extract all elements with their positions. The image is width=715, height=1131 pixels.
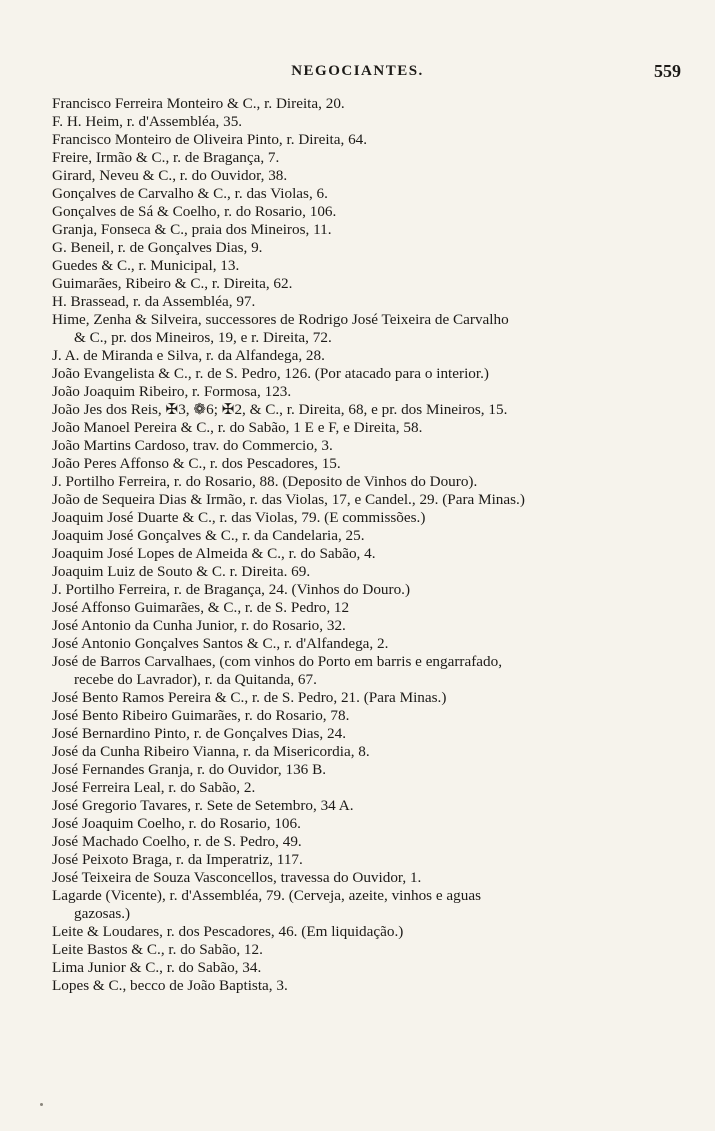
merchant-entry-text: José Bento Ribeiro Guimarães, r. do Rosario, 78. [52, 707, 350, 724]
merchant-entry-text: Leite Bastos & C., r. do Sabão, 12. [52, 941, 263, 958]
merchant-entry [52, 563, 688, 581]
merchant-entry-text: Guedes & C., r. Municipal, 13. [52, 257, 240, 274]
merchant-entry [52, 653, 688, 689]
merchant-entry-continuation: gazosas.) [74, 905, 131, 922]
merchant-entry-text: Joaquim José Duarte & C., r. das Violas, 79. (E commissões.) [52, 509, 426, 526]
merchant-entry-text: Guimarães, Ribeiro & C., r. Direita, 62. [52, 275, 293, 292]
merchant-entry [52, 617, 688, 635]
merchant-entry-text: Joaquim José Lopes de Almeida & C., r. do Sabão, 4. [52, 545, 376, 562]
merchant-entry-text: Gonçalves de Sá & Coelho, r. do Rosario, 106. [52, 203, 337, 220]
merchant-entry [52, 869, 688, 887]
merchant-entry [52, 383, 688, 401]
merchant-entry [52, 221, 688, 239]
merchant-entry-text: G. Beneil, r. de Gonçalves Dias, 9. [52, 239, 263, 256]
merchant-entry [52, 599, 688, 617]
merchant-entry-continuation: recebe do Lavrador), r. da Quitanda, 67. [74, 671, 317, 688]
merchant-entry [52, 635, 688, 653]
merchant-entry-text: Girard, Neveu & C., r. do Ouvidor, 38. [52, 167, 288, 184]
page-header [0, 63, 715, 85]
merchant-entry [52, 275, 688, 293]
merchant-entry-text: João Manoel Pereira & C., r. do Sabão, 1 E e F, e Direita, 58. [52, 419, 423, 436]
merchant-entry [52, 707, 688, 725]
merchant-entry [52, 167, 688, 185]
merchant-entry-text: José Fernandes Granja, r. do Ouvidor, 136 B. [52, 761, 326, 778]
merchant-entry [52, 149, 688, 167]
merchant-entry-text: José Machado Coelho, r. de S. Pedro, 49. [52, 833, 302, 850]
merchant-entry [52, 815, 688, 833]
merchant-entry-text: Lima Junior & C., r. do Sabão, 34. [52, 959, 262, 976]
merchant-entry-text: Freire, Irmão & C., r. de Bragança, 7. [52, 149, 280, 166]
merchant-entry [52, 95, 688, 113]
merchant-entry [52, 797, 688, 815]
merchant-entry-text: J. A. de Miranda e Silva, r. da Alfandega, 28. [52, 347, 325, 364]
merchant-entry-text: José Gregorio Tavares, r. Sete de Setembro, 34 A. [52, 797, 354, 814]
merchant-entry [52, 419, 688, 437]
merchant-entry-text: João Martins Cardoso, trav. do Commercio, 3. [52, 437, 333, 454]
merchant-entry-text: José da Cunha Ribeiro Vianna, r. da Misericordia, 8. [52, 743, 370, 760]
merchant-entry [52, 509, 688, 527]
merchant-entry [52, 545, 688, 563]
merchant-entry [52, 761, 688, 779]
merchant-entry-text: J. Portilho Ferreira, r. de Bragança, 24. (Vinhos do Douro.) [52, 581, 411, 598]
merchant-entry-text: João Evangelista & C., r. de S. Pedro, 126. (Por atacado para o interior.) [52, 365, 489, 382]
merchant-entry-continuation: & C., pr. dos Mineiros, 19, e r. Direita, 72. [74, 329, 332, 346]
merchant-entry [52, 887, 688, 923]
merchant-entry [52, 473, 688, 491]
merchant-entry [52, 851, 688, 869]
merchant-entry [52, 743, 688, 761]
merchant-entry-text: José Antonio Gonçalves Santos & C., r. d'Alfandega, 2. [52, 635, 389, 652]
merchant-entry-text: Lopes & C., becco de João Baptista, 3. [52, 977, 288, 994]
merchant-entry-text: José Bernardino Pinto, r. de Gonçalves Dias, 24. [52, 725, 346, 742]
merchant-entry-text: Francisco Ferreira Monteiro & C., r. Direita, 20. [52, 95, 345, 112]
merchant-entry-text: José Teixeira de Souza Vasconcellos, travessa do Ouvidor, 1. [52, 869, 422, 886]
merchant-entry-text: José Peixoto Braga, r. da Imperatriz, 117. [52, 851, 303, 868]
merchant-entry-text: Francisco Monteiro de Oliveira Pinto, r. Direita, 64. [52, 131, 368, 148]
merchant-entry [52, 833, 688, 851]
merchant-entry [52, 977, 688, 995]
merchant-entry [52, 437, 688, 455]
merchant-entry-text: João de Sequeira Dias & Irmão, r. das Violas, 17, e Candel., 29. (Para Minas.) [52, 491, 525, 508]
merchant-entry [52, 185, 688, 203]
merchant-entry [52, 113, 688, 131]
merchant-entry-text: Joaquim Luiz de Souto & C. r. Direita. 69. [52, 563, 311, 580]
merchant-entry [52, 455, 688, 473]
merchant-entry [52, 293, 688, 311]
merchant-entry [52, 581, 688, 599]
merchant-entry [52, 491, 688, 509]
merchant-entry [52, 203, 688, 221]
merchant-entry-text: José Affonso Guimarães, & C., r. de S. Pedro, 12 [52, 599, 350, 616]
merchant-entry [52, 941, 688, 959]
merchant-entry-text: João Joaquim Ribeiro, r. Formosa, 123. [52, 383, 292, 400]
merchant-entry [52, 401, 688, 419]
section-title: NEGOCIANTES. [291, 63, 424, 79]
merchant-entry [52, 365, 688, 383]
merchant-entry [52, 311, 688, 347]
merchant-entry-text: José Antonio da Cunha Junior, r. do Rosario, 32. [52, 617, 346, 634]
merchant-entry-text: F. H. Heim, r. d'Assembléa, 35. [52, 113, 243, 130]
page-speck [40, 1103, 43, 1106]
merchant-entry-text: João Peres Affonso & C., r. dos Pescadores, 15. [52, 455, 341, 472]
page-number: 559 [654, 61, 681, 81]
merchant-entry [52, 779, 688, 797]
merchant-entry [52, 959, 688, 977]
merchant-entry-text: José Bento Ramos Pereira & C., r. de S. Pedro, 21. (Para Minas.) [52, 689, 447, 706]
merchant-entry [52, 347, 688, 365]
merchant-entry-text: Lagarde (Vicente), r. d'Assembléa, 79. (Cerveja, azeite, vinhos e aguas [52, 887, 482, 904]
merchant-entry-text: Hime, Zenha & Silveira, successores de Rodrigo José Teixeira de Carvalho [52, 311, 509, 328]
merchant-entry [52, 689, 688, 707]
merchant-entry [52, 725, 688, 743]
merchant-entry [52, 923, 688, 941]
merchant-entry-text: José de Barros Carvalhaes, (com vinhos do Porto em barris e engarrafado, [52, 653, 503, 670]
merchant-entry-text: José Ferreira Leal, r. do Sabão, 2. [52, 779, 256, 796]
merchant-list [52, 95, 688, 995]
merchant-entry [52, 527, 688, 545]
merchant-entry [52, 239, 688, 257]
merchant-entry [52, 131, 688, 149]
merchant-entry-text: Gonçalves de Carvalho & C., r. das Violas, 6. [52, 185, 328, 202]
merchant-entry-text: H. Brassead, r. da Assembléa, 97. [52, 293, 256, 310]
merchant-entry-text: José Joaquim Coelho, r. do Rosario, 106. [52, 815, 301, 832]
merchant-entry [52, 257, 688, 275]
merchant-entry-text: J. Portilho Ferreira, r. do Rosario, 88. (Deposito de Vinhos do Douro). [52, 473, 478, 490]
merchant-entry-text: Leite & Loudares, r. dos Pescadores, 46. (Em liquidação.) [52, 923, 404, 940]
merchant-entry-text: João Jes dos Reis, ✠3, ❁6; ✠2, & C., r. Direita, 68, e pr. dos Mineiros, 15. [52, 401, 508, 418]
merchant-entry-text: Granja, Fonseca & C., praia dos Mineiros, 11. [52, 221, 332, 238]
merchant-entry-text: Joaquim José Gonçalves & C., r. da Candelaria, 25. [52, 527, 365, 544]
